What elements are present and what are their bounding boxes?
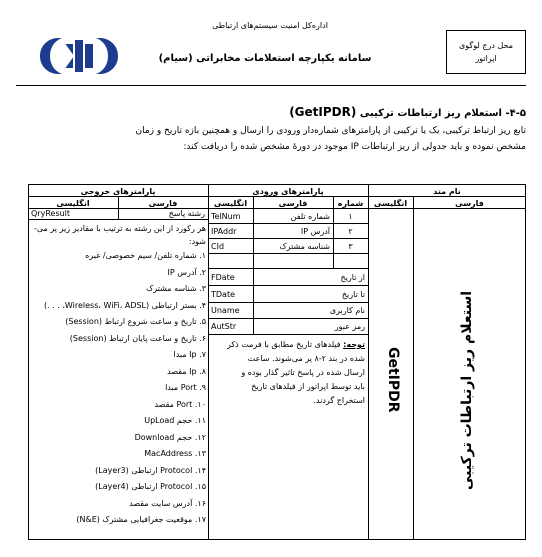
- hline-in-row5: [208, 285, 368, 286]
- output-first-en: QryResult: [31, 209, 71, 218]
- input-fa-1: شماره تلفن: [290, 212, 330, 221]
- heading-text: استعلام ریز ارتباطات ترکیبی: [359, 108, 502, 119]
- header-input-params: پارامترهای ورودی: [252, 187, 324, 196]
- input-fa-fdate: از تاریخ: [340, 273, 365, 282]
- heading-number: ۴-۵-: [505, 108, 526, 119]
- hline-in-row2: [208, 238, 368, 239]
- method-name-en: GetIPDR: [385, 347, 401, 413]
- output-item-11: ۱۱. حجم UpLoad: [144, 416, 206, 425]
- header-out-fa: فارسی: [148, 199, 178, 208]
- section-para-line1: تابع ریز ارتباط ترکیبی، یک یا ترکیبی از پارامترهای شماره‌دار ورودی را ارسال و همچنین بازه تاریخ و زمان: [135, 126, 526, 136]
- hline-in-row1: [208, 223, 368, 224]
- header-in-fa: فارسی: [278, 199, 308, 208]
- system-title: سامانه یکپارچه استعلامات مخابراتی (سیام): [158, 53, 372, 64]
- note-label: توجه:: [343, 340, 365, 349]
- note-line3: ارسال شده در پاسخ تاثیر گذار بوده و: [241, 368, 365, 377]
- output-item-13: ۱۳. MacAddress: [144, 449, 206, 458]
- header-name-en: انگلیسی: [373, 199, 408, 208]
- input-en-3: CId: [211, 242, 225, 251]
- output-item-14: ۱۴. Protocol ارتباطی (Layer3): [95, 465, 206, 475]
- hline-in-row3: [208, 253, 368, 254]
- section-heading: [150, 105, 526, 121]
- input-fa-2: آدرس IP: [300, 227, 330, 236]
- input-num-3: ۳: [348, 242, 353, 251]
- output-item-16: ۱۶. آدرس سایت مقصد: [129, 498, 206, 508]
- input-en-1: TelNum: [211, 212, 241, 221]
- company-logo: [38, 36, 120, 76]
- input-en-2: IPAddr: [211, 227, 237, 236]
- header-divider: [16, 85, 526, 86]
- output-item-4: ۴. بستر ارتباطی (Wireless، WiFi، ADSL، . . .): [43, 300, 206, 310]
- output-item-7: ۷. Ip مبدا: [173, 350, 206, 359]
- header-name-fa: فارسی: [455, 199, 484, 208]
- output-first-fa: رشته پاسخ: [168, 209, 205, 218]
- output-item-6: ۶. تاریخ و ساعت پایان ارتباط (Session): [69, 333, 206, 343]
- input-en-uname: Uname: [211, 306, 240, 315]
- input-note: [210, 339, 365, 351]
- output-item-15: ۱۵. Protocol ارتباطی (Layer4): [95, 482, 206, 491]
- output-desc-line2: شود:: [188, 237, 206, 246]
- hline-in-row8: [208, 334, 368, 335]
- input-fa-uname: نام کاربری: [329, 306, 365, 315]
- input-fa-autstr: رمز عبور: [334, 322, 365, 331]
- header-in-en: انگلیسی: [213, 199, 248, 208]
- output-item-2: ۲. آدرس IP: [167, 267, 206, 277]
- output-desc-line1: هر رکورد از این رشته به ترتیب با مقادیر زیر پر می-: [33, 224, 206, 233]
- header-output-params: پارامترهای خروجی: [80, 187, 156, 196]
- input-fa-3: شناسه مشترک: [279, 242, 330, 251]
- note-line2: شده در بند ۲-۸ پر می‌شوند. ساعت: [247, 354, 365, 363]
- hline-in-row6: [208, 302, 368, 303]
- output-item-12: ۱۲. حجم Download: [134, 432, 206, 442]
- vline-name-split: [413, 196, 414, 540]
- header-in-num: شماره: [337, 199, 364, 208]
- org-name: اداره‌کل امنیت سیستم‌های ارتباطی: [212, 21, 328, 30]
- note-line4: باید توسط اپراتور از فیلدهای تاریخ: [251, 382, 365, 391]
- input-num-1: ۱: [348, 212, 353, 221]
- hline-in-row7: [208, 318, 368, 319]
- note-line5: استخراج گردند.: [313, 396, 365, 405]
- heading-code: (GetIPDR): [289, 105, 357, 119]
- method-name-fa: استعلام ریز ارتباطات ترکیبی: [459, 290, 475, 490]
- header-out-en: انگلیسی: [56, 199, 90, 208]
- input-en-fdate: FDate: [211, 273, 235, 282]
- input-fa-tdate: تا تاریخ: [341, 290, 365, 299]
- hline-out-row1: [28, 219, 208, 220]
- vline-in-en: [253, 196, 254, 334]
- input-num-2: ۲: [348, 227, 353, 236]
- header-method-name: نام متد: [433, 187, 461, 196]
- output-items-list: [30, 250, 206, 531]
- section-para-line2: مشخص نموده و باید جدولی از ریز ارتباطات IP موجود در دورهٔ مشخص شده را دریافت کند:: [183, 142, 526, 152]
- input-en-autstr: AutStr: [211, 322, 237, 331]
- note-line1: فیلدهای تاریخ مطابق با فرمت ذکر: [226, 340, 341, 349]
- output-item-1: ۱. شماره تلفن/ سیم خصوصی/ غیره: [85, 251, 206, 260]
- output-item-10: ۱۰. Port مقصد: [154, 399, 206, 409]
- output-item-9: ۹. Port مبدا: [165, 383, 206, 392]
- logo-box-line1: محل درج لوگوی: [459, 41, 513, 50]
- vline-in-name: [368, 184, 369, 540]
- input-en-tdate: TDate: [211, 290, 236, 299]
- output-item-3: ۳. شناسه مشترک: [146, 284, 206, 293]
- hline-in-row4: [208, 268, 368, 269]
- logo-box-line2: اپراتور: [475, 54, 497, 63]
- output-item-5: ۵. تاریخ و ساعت شروع ارتباط (Session): [65, 317, 206, 326]
- output-item-8: ۸. Ip مقصد: [167, 366, 206, 376]
- logo-placeholder-box: [446, 30, 526, 74]
- output-item-17: ۱۷. موقعیت جغرافیایی مشترک (N&E): [76, 515, 206, 524]
